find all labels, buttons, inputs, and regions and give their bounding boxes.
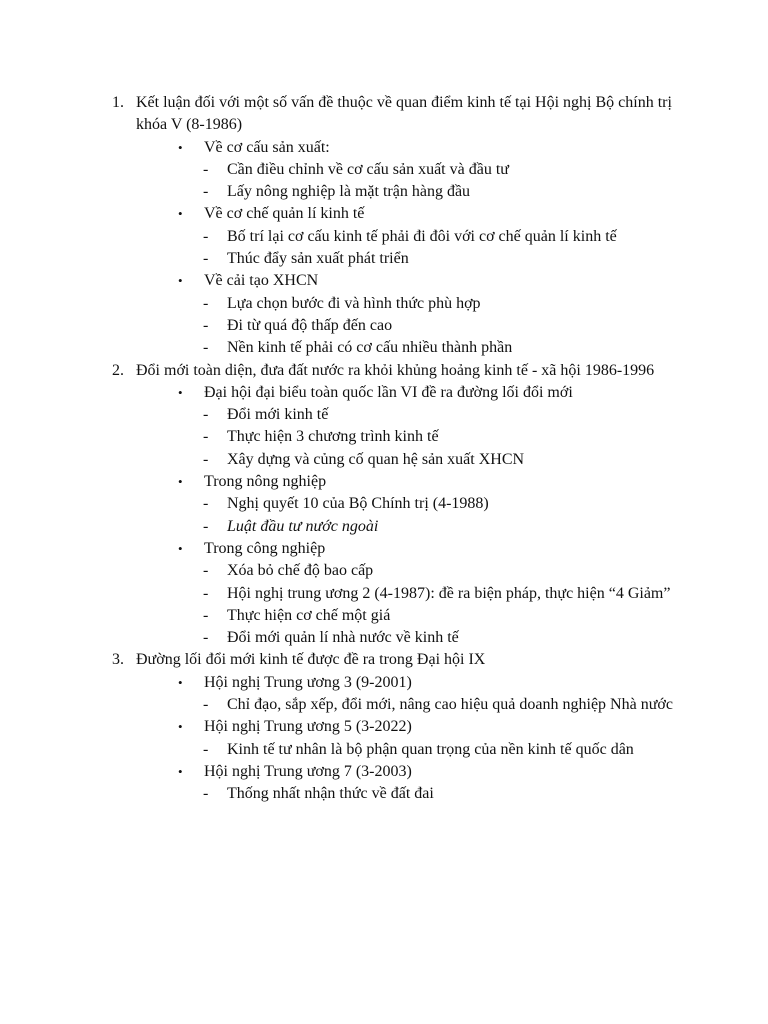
list-item-text: Xây dựng và củng cố quan hệ sản xuất XHCN xyxy=(227,450,525,468)
list-item xyxy=(0,337,768,359)
list-item xyxy=(0,248,768,270)
list-item xyxy=(0,137,768,159)
subsection-heading: Về cơ cấu sản xuất: xyxy=(204,138,330,156)
dash-icon: - xyxy=(203,406,209,424)
subsection-heading: Về cải tạo XHCN xyxy=(204,272,319,290)
bullet-icon: • xyxy=(178,384,183,400)
section-title: Đổi mới toàn diện, đưa đất nước ra khỏi khủng hoảng kinh tế - xã hội 1986-1996 xyxy=(136,361,655,379)
bullet-icon: • xyxy=(178,139,183,155)
section-number: 3. xyxy=(112,651,124,669)
list-item xyxy=(0,694,768,716)
list-item xyxy=(0,493,768,515)
list-item xyxy=(0,739,768,761)
section-title: Đường lối đổi mới kinh tế được đề ra trong Đại hội IX xyxy=(136,651,486,669)
list-item xyxy=(0,382,768,404)
subsection-heading: Hội nghị Trung ương 3 (9-2001) xyxy=(204,673,412,691)
subsection-heading: Đại hội đại biểu toàn quốc lần VI đề ra đường lối đổi mới xyxy=(204,383,573,401)
dash-icon: - xyxy=(203,562,209,580)
bullet-icon: • xyxy=(178,540,183,556)
list-item-text: Đi từ quá độ thấp đến cao xyxy=(227,316,393,334)
list-item xyxy=(0,516,768,538)
list-item-text: Cần điều chỉnh về cơ cấu sản xuất và đầu tư xyxy=(227,160,509,178)
list-item xyxy=(0,627,768,649)
subsection-heading: Hội nghị Trung ương 5 (3-2022) xyxy=(204,718,412,736)
list-item-text: Nghị quyết 10 của Bộ Chính trị (4-1988) xyxy=(227,495,489,513)
subsection-heading: Hội nghị Trung ương 7 (3-2003) xyxy=(204,762,412,780)
dash-icon: - xyxy=(203,785,209,803)
list-item-text: Đổi mới quản lí nhà nước về kinh tế xyxy=(227,629,459,647)
list-item xyxy=(0,449,768,471)
dash-icon: - xyxy=(203,227,209,245)
list-item-text: Bố trí lại cơ cấu kinh tế phải đi đôi với cơ chế quản lí kinh tế xyxy=(227,227,617,245)
list-item xyxy=(0,583,768,605)
list-item xyxy=(0,404,768,426)
dash-icon: - xyxy=(203,183,209,201)
section-number: 1. xyxy=(112,94,124,111)
dash-icon: - xyxy=(203,517,209,535)
list-item-text: Thực hiện 3 chương trình kinh tế xyxy=(227,428,439,446)
list-item xyxy=(0,538,768,560)
list-item xyxy=(0,672,768,694)
list-item-text: Nền kinh tế phải có cơ cấu nhiều thành phần xyxy=(227,339,513,357)
section-3 xyxy=(0,649,768,671)
section-2 xyxy=(0,360,768,382)
bullet-icon: • xyxy=(178,273,183,289)
list-item-text: Hội nghị trung ương 2 (4-1987): đề ra biện pháp, thực hiện “4 Giảm” xyxy=(227,584,671,602)
dash-icon: - xyxy=(203,339,209,357)
dash-icon: - xyxy=(203,160,209,178)
dash-icon: - xyxy=(203,428,209,446)
list-item-text: Chỉ đạo, sắp xếp, đổi mới, nâng cao hiệu quả doanh nghiệp Nhà nước xyxy=(227,696,673,714)
list-item xyxy=(0,471,768,493)
dash-icon: - xyxy=(203,629,209,647)
list-item xyxy=(0,203,768,225)
list-item-text: Lựa chọn bước đi và hình thức phù hợp xyxy=(227,294,481,312)
section-1 xyxy=(0,92,768,137)
list-item xyxy=(0,426,768,448)
list-item xyxy=(0,226,768,248)
dash-icon: - xyxy=(203,740,209,758)
subsection-heading: Trong nông nghiệp xyxy=(204,473,327,491)
dash-icon: - xyxy=(203,495,209,513)
list-item-text: Xóa bỏ chế độ bao cấp xyxy=(227,562,374,580)
dash-icon: - xyxy=(203,696,209,714)
list-item xyxy=(0,315,768,337)
list-item xyxy=(0,783,768,805)
list-item-text: Thực hiện cơ chế một giá xyxy=(227,606,391,624)
bullet-icon: • xyxy=(178,474,183,490)
dash-icon: - xyxy=(203,294,209,312)
list-item-text: Thúc đẩy sản xuất phát triển xyxy=(227,250,409,268)
list-item xyxy=(0,716,768,738)
list-item-text: Thống nhất nhận thức về đất đai xyxy=(227,785,434,803)
list-item-text: Lấy nông nghiệp là mặt trận hàng đầu xyxy=(227,183,471,201)
list-item xyxy=(0,761,768,783)
bullet-icon: • xyxy=(178,719,183,735)
section-title: Kết luận đối với một số vấn đề thuộc về quan điểm kinh tế tại Hội nghị Bộ chính trị khóa V (8-1986) xyxy=(136,94,672,134)
dash-icon: - xyxy=(203,250,209,268)
document-body xyxy=(0,92,768,806)
bullet-icon: • xyxy=(178,763,183,779)
list-item xyxy=(0,181,768,203)
list-item xyxy=(0,293,768,315)
bullet-icon: • xyxy=(178,206,183,222)
subsection-heading: Trong công nghiệp xyxy=(204,539,326,557)
dash-icon: - xyxy=(203,584,209,602)
section-number: 2. xyxy=(112,361,124,379)
list-item xyxy=(0,605,768,627)
dash-icon: - xyxy=(203,606,209,624)
subsection-heading: Về cơ chế quản lí kinh tế xyxy=(204,205,365,223)
list-item xyxy=(0,270,768,292)
list-item-text: Đổi mới kinh tế xyxy=(227,406,329,424)
list-item-text: Kinh tế tư nhân là bộ phận quan trọng của nền kinh tế quốc dân xyxy=(227,740,634,758)
bullet-icon: • xyxy=(178,674,183,690)
dash-icon: - xyxy=(203,316,209,334)
list-item xyxy=(0,560,768,582)
list-item xyxy=(0,159,768,181)
list-item-text: Luật đầu tư nước ngoài xyxy=(227,517,379,535)
dash-icon: - xyxy=(203,450,209,468)
